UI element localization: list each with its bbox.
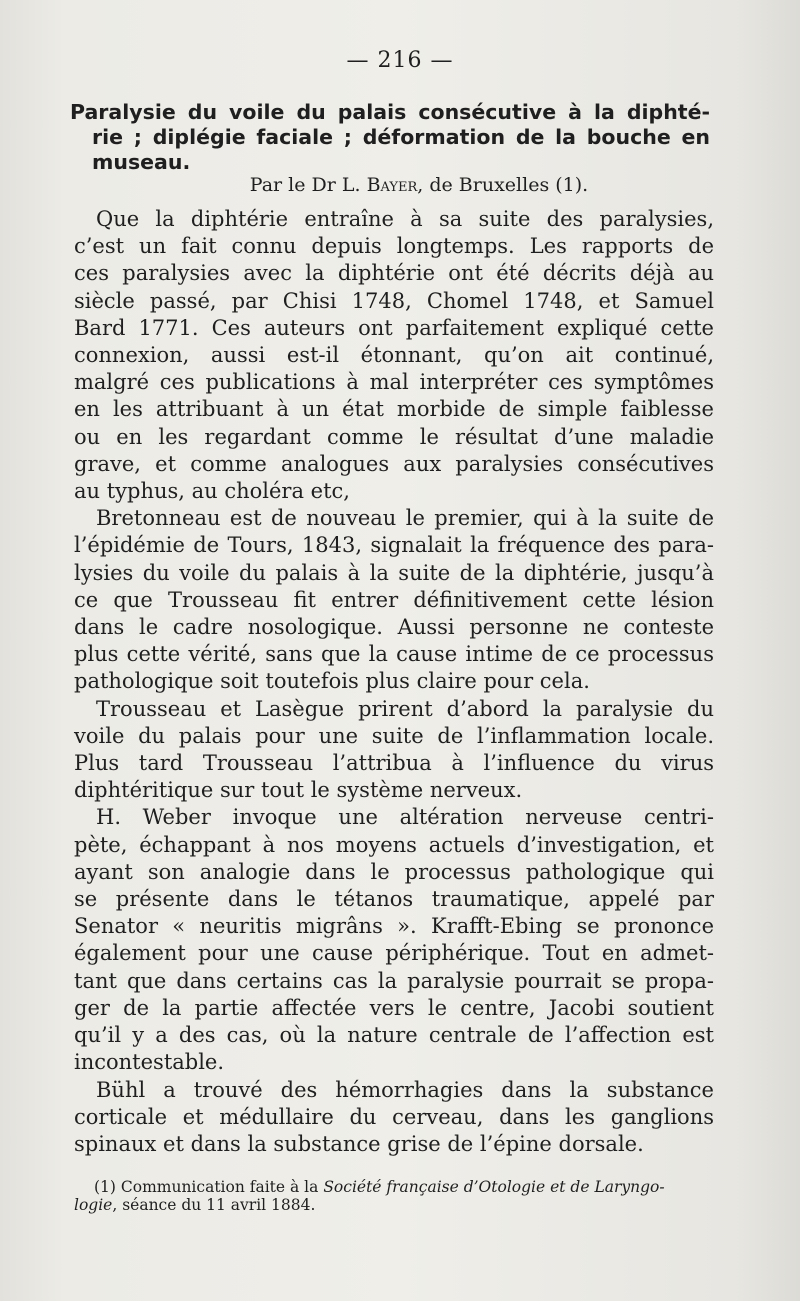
text-line: Plus tard Trousseau l’attribua à l’influence du virus xyxy=(74,751,714,776)
text-line: pète, échappant à nos moyens actuels d’investigation, et xyxy=(74,832,714,857)
text-line: également pour une cause périphérique. Tout en admet- xyxy=(74,941,714,966)
byline-prefix: Par le Dr L. xyxy=(249,174,367,196)
text-line: qu’il y a des cas, où la nature centrale de l’affection est xyxy=(74,1023,714,1048)
text-line: voile du palais pour une suite de l’inflammation locale. xyxy=(74,723,714,748)
text-line: malgré ces publications à mal interpréter ces symptômes xyxy=(74,370,714,395)
byline-author: Bayer xyxy=(366,174,418,196)
text-line: H. Weber invoque une altération nerveuse centri- xyxy=(96,805,714,830)
text-line: plus cette vérité, sans que la cause intime de ce processus xyxy=(74,642,714,667)
text-line: se présente dans le tétanos traumatique, appelé par xyxy=(74,887,714,912)
text-line: Bard 1771. Ces auteurs ont parfaitement expliqué cette xyxy=(74,315,714,340)
author-byline xyxy=(0,174,800,196)
text-line: pathologique soit toutefois plus claire pour cela. xyxy=(74,669,590,694)
text-line: Bretonneau est de nouveau le premier, qui à la suite de xyxy=(96,506,714,531)
text-line: grave, et comme analogues aux paralysies consécutives xyxy=(74,451,714,476)
text-line: ces paralysies avec la diphtérie ont été décrits déjà au xyxy=(74,261,714,286)
text-line: ce que Trousseau fit entrer définitivement cette lésion xyxy=(74,587,714,612)
text-line: incontestable. xyxy=(74,1050,225,1075)
page-number: — 216 — xyxy=(346,48,454,73)
paragraph xyxy=(74,1077,714,1159)
footnote-line-1 xyxy=(74,1178,714,1196)
text-line: ayant son analogie dans le processus pathologique qui xyxy=(74,859,714,884)
text-line: Senator « neuritis migrâns ». Krafft-Ebing se prononce xyxy=(74,914,714,939)
byline-suffix: , de Bruxelles (1). xyxy=(417,174,589,196)
text-line: connexion, aussi est-il étonnant, qu’on ait continué, xyxy=(74,343,714,368)
footnote xyxy=(74,1178,714,1214)
title-line-2: rie ; diplégie faciale ; déformation de la bouche en xyxy=(92,125,710,149)
text-line: Que la diphtérie entraîne à sa suite des paralysies, xyxy=(96,207,714,231)
text-line: diphtéritique sur tout le système nerveux. xyxy=(74,778,523,803)
paragraph xyxy=(74,505,714,695)
footnote-session-date: , séance du 11 avril 1884. xyxy=(112,1196,316,1214)
paragraph xyxy=(74,696,714,805)
text-line: en les attribuant à un état morbide de simple faiblesse xyxy=(74,397,714,422)
text-line: c’est un fait connu depuis longtemps. Les rapports de xyxy=(74,234,714,259)
text-line: lysies du voile du palais à la suite de la diphtérie, jusqu’à xyxy=(74,560,714,585)
footnote-society-name: Société française d’Otologie et de Laryngo- xyxy=(323,1178,665,1196)
footnote-text-start: (1) Communication faite à la xyxy=(94,1178,324,1196)
text-line: siècle passé, par Chisi 1748, Chomel 1748, et Samuel xyxy=(74,288,714,313)
text-line: ger de la partie affectée vers le centre, Jacobi soutient xyxy=(74,995,714,1020)
footnote-society-name-end: logie xyxy=(74,1196,113,1214)
title-line-1: Paralysie du voile du palais consécutive à la diphté- xyxy=(70,100,710,124)
article-title xyxy=(70,100,710,175)
text-line: spinaux et dans la substance grise de l’épine dorsale. xyxy=(74,1131,644,1156)
text-line: l’épidémie de Tours, 1843, signalait la fréquence des para- xyxy=(74,533,714,558)
title-line-3: museau. xyxy=(92,150,191,174)
text-line: tant que dans certains cas la paralysie pourrait se propa- xyxy=(74,968,714,993)
text-line: ou en les regardant comme le résultat d’une maladie xyxy=(74,424,714,449)
text-line: dans le cadre nosologique. Aussi personne ne conteste xyxy=(74,615,714,640)
text-line: Bühl a trouvé des hémorrhagies dans la substance xyxy=(96,1077,714,1102)
paragraph xyxy=(74,804,714,1076)
text-line: au typhus, au choléra etc, xyxy=(74,479,350,504)
article-body xyxy=(74,206,714,1158)
footnote-line-2 xyxy=(74,1196,714,1214)
text-line: Trousseau et Lasègue prirent d’abord la paralysie du xyxy=(96,696,714,721)
paragraph xyxy=(74,206,714,505)
text-line: corticale et médullaire du cerveau, dans les ganglions xyxy=(74,1104,714,1129)
